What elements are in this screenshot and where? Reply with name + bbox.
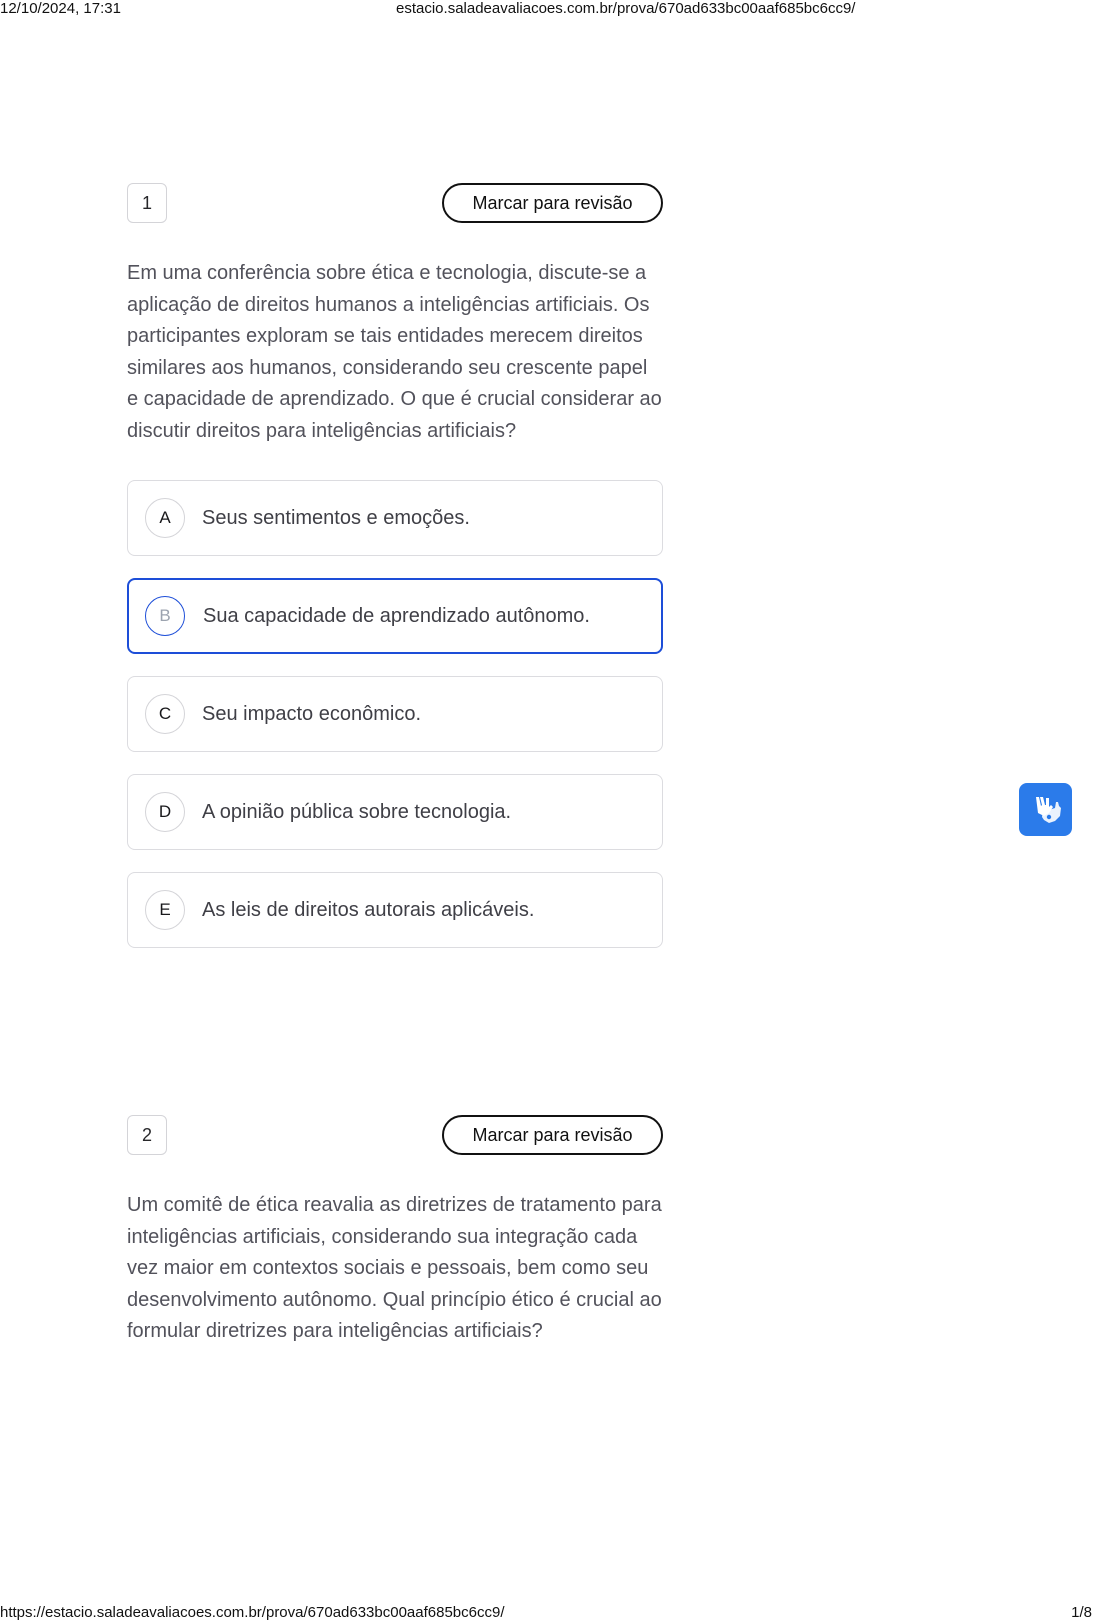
- print-footer: [0, 1604, 1094, 1624]
- alternative-text: As leis de direitos autorais aplicáveis.: [202, 898, 535, 921]
- print-url: estacio.saladeavaliacoes.com.br/prova/670ad633bc00aaf685bc6cc9/: [396, 0, 856, 17]
- question-number: 2: [127, 1115, 167, 1155]
- question-number: 1: [127, 183, 167, 223]
- question-2: [127, 1115, 663, 1368]
- print-header: [0, 0, 1094, 20]
- alternative-d[interactable]: [127, 774, 663, 850]
- alternative-b[interactable]: [127, 578, 663, 654]
- sign-language-button[interactable]: [1019, 783, 1072, 836]
- alternative-text: A opinião pública sobre tecnologia.: [202, 800, 512, 823]
- mark-for-review-button[interactable]: Marcar para revisão: [442, 1115, 663, 1155]
- alternative-c[interactable]: [127, 676, 663, 752]
- print-footer-url: https://estacio.saladeavaliacoes.com.br/prova/670ad633bc00aaf685bc6cc9/: [0, 1604, 505, 1621]
- alternative-text: Seu impacto econômico.: [202, 702, 422, 725]
- alternative-letter: E: [145, 890, 185, 930]
- alternative-a[interactable]: [127, 480, 663, 556]
- alternative-text: Seus sentimentos e emoções.: [202, 506, 470, 529]
- question-text: Em uma conferência sobre ética e tecnologia, discute-se a aplicação de direitos humanos a inteligências artificiais. Os participantes exploram se tais entidades merecem direitos similares aos humanos, considerando seu crescente papel e capacidade de aprendizado. O que é crucial considerar ao discutir direitos para inteligências artificiais?: [127, 262, 662, 442]
- alternatives-list: [127, 480, 663, 948]
- alternative-letter: B: [145, 596, 185, 636]
- alternative-e[interactable]: [127, 872, 663, 948]
- sign-language-hands-icon: [1029, 793, 1063, 827]
- question-header: [127, 1115, 663, 1157]
- alternative-text: Sua capacidade de aprendizado autônomo.: [203, 604, 590, 627]
- alternative-letter: A: [145, 498, 185, 538]
- question-header: [127, 183, 663, 225]
- mark-for-review-button[interactable]: Marcar para revisão: [442, 183, 663, 223]
- alternative-letter: D: [145, 792, 185, 832]
- print-datetime: 12/10/2024, 17:31: [0, 0, 121, 17]
- question-text: Um comitê de ética reavalia as diretrizes de tratamento para inteligências artificiais, considerando sua integração cada vez maior em contextos sociais e pessoais, bem como seu desenvolvimento autônomo. Qual princípio ético é crucial ao formular diretrizes para inteligências artificiais?: [127, 1194, 662, 1342]
- question-1: [127, 183, 663, 970]
- alternative-letter: C: [145, 694, 185, 734]
- page-counter: 1/8: [1071, 1604, 1092, 1621]
